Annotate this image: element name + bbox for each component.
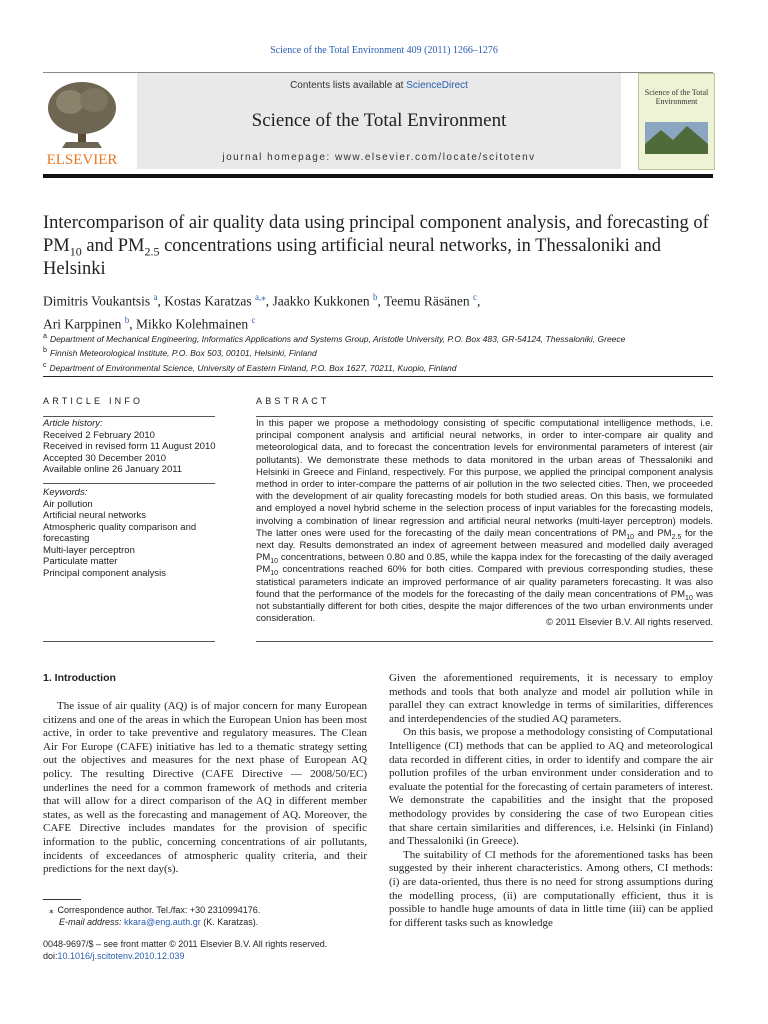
journal-citation[interactable]: Science of the Total Environment 409 (2011) 1266–1276: [270, 45, 498, 56]
doi-prefix: doi:: [43, 951, 58, 961]
affiliation-item: $^c$ Department of Environmental Science, University of Eastern Finland, P.O. Box 1627, 70211, Kuopio, Finland: [43, 360, 457, 373]
keyword-item: Multi-layer perceptron: [43, 544, 135, 556]
article-info-heading: ARTICLE INFO: [43, 396, 144, 406]
body-right-column: [389, 672, 713, 930]
body-left-column: [43, 700, 367, 877]
info-rule: [43, 641, 215, 642]
author-affil[interactable]: a: [153, 292, 158, 302]
history-item: Available online 26 January 2011: [43, 464, 183, 475]
journal-cover-thumbnail[interactable]: [638, 73, 715, 170]
affiliation-item: $^a$ Department of Mechanical Engineering, Informatics Applications and Systems Group, Aristotle University, P.O. Box 483, GR-54124, Thessaloniki, Greece: [43, 332, 626, 344]
author[interactable]: Teemu Räsänen: [384, 293, 470, 309]
title-sub-2: 2.5: [144, 244, 160, 259]
contents-line: [137, 80, 621, 91]
journal-homepage[interactable]: journal homepage: www.elsevier.com/locate/scitotenv: [222, 152, 536, 163]
elsevier-tree-icon: [42, 78, 122, 168]
history-heading: Article history:: [43, 418, 103, 429]
author-affil[interactable]: a,⁎: [255, 292, 266, 302]
issn-doi-block: [43, 938, 367, 962]
info-rule: [43, 483, 215, 484]
email-link[interactable]: kkara@eng.auth.gr: [124, 916, 201, 927]
elsevier-logo: [42, 78, 122, 168]
abstract-rule: [256, 641, 713, 642]
author[interactable]: Ari Karppinen: [43, 316, 122, 331]
author-affil[interactable]: c: [473, 292, 478, 302]
title-text-2: and PM: [81, 236, 145, 256]
article-history: [43, 418, 218, 476]
affiliation-item: $^b$ Finnish Meteorological Institute, P.O. Box 503, 00101, Helsinki, Finland: [43, 346, 317, 359]
author[interactable]: Dimitris Voukantsis: [43, 293, 151, 309]
keywords-heading: Keywords:: [43, 487, 88, 498]
title-text-1: Intercomparison of air quality data using principal component analysis, and forecasting of PM: [43, 213, 709, 256]
author-affil[interactable]: b: [124, 314, 130, 325]
paragraph: Given the aforementioned requirements, it is necessary to employ methods and tools that both analyze and model air pollution while in parallel they can extract knowledge in terms of similarities, differences and interdependencies of the studied AQ parameters.: [389, 672, 713, 725]
author-list: Dimitris Voukantsis $^a$, Kostas Karatzas $^{a,⁎}$, Jaakko Kukkonen $^b$, Teemu Räsänen $^c$, Ari Karppinen $^b$, Mikko Kolehmainen $^c$: [43, 292, 481, 331]
keywords: [43, 487, 215, 579]
keyword-item: Artificial neural networks: [43, 510, 146, 521]
section-heading-introduction: 1. Introduction: [43, 672, 116, 684]
history-item: Received 2 February 2010: [43, 429, 155, 441]
author[interactable]: Mikko Kolehmainen: [135, 316, 249, 331]
cover-title: Science of the Total Environment: [644, 88, 709, 106]
title-text-3: concentrations using artificial neural networks, in Thessaloniki and Helsinki: [43, 236, 662, 279]
abstract-copyright: © 2011 Elsevier B.V. All rights reserved.: [546, 617, 713, 628]
info-rule: [43, 416, 215, 417]
paragraph: On this basis, we propose a methodology consisting of Computational Intelligence (CI) methods that can be applied to AQ and meteorological data recorded in different cities, in order to identify and compare the air pollution profiles of the urban environment under consideration and to evaluate the potential for the forecasting of certain parameters of interest. We demonstrate the capabilities and the insight that the proposed methodology provides by considering the case of two European cities that share certain similarities and differences, i.e. Helsinki (in Finland) and Thessaloniki (in Greece).: [389, 726, 713, 848]
history-item: Accepted 30 December 2010: [43, 452, 167, 464]
keyword-item: Air pollution: [43, 498, 93, 510]
author[interactable]: Jaakko Kukkonen: [272, 293, 370, 309]
abstract-rule: [256, 416, 713, 417]
sciencedirect-link[interactable]: ScienceDirect: [406, 80, 468, 91]
email-label: E-mail address:: [59, 916, 122, 927]
author-affil[interactable]: b: [372, 292, 378, 302]
history-item: Received in revised form 11 August 2010: [43, 441, 216, 452]
affiliations: [43, 331, 713, 374]
article-title: [43, 212, 723, 281]
header-bottom-rule: [43, 174, 713, 178]
journal-title: Science of the Total Environment: [251, 110, 507, 131]
section-rule: [43, 376, 713, 377]
footnote-mark: ⁎: [49, 905, 54, 915]
author[interactable]: Kostas Karatzas: [164, 293, 252, 309]
paragraph: The issue of air quality (AQ) is of major concern for many European citizens and one of the areas in which the European Union has been most active, in order to take preventive and regulatory measures. The Clean Air For Europe (CAFE) initiative has led to a thematic strategy setting out the objectives and measures for the next phase of European AQ policy. The resulting Directive (CAFE Directive — 2008/50/EC) underlines the need for a common framework of methods and criteria that will allow for a direct comparison of the AQ in different member states, as well as the forecasting and management of AQ. Moreover, the CAFE Directive includes mandates for the provision of specific information to the public, concerning concentrations of air pollutants, incidents of exceedances of atmospheric quality criteria, and their predictions for the next day(s).: [43, 700, 367, 876]
doi-link[interactable]: 10.1016/j.scitotenv.2010.12.039: [57, 951, 185, 961]
abstract-heading: ABSTRACT: [256, 396, 330, 406]
cover-landscape-icon: [639, 74, 714, 169]
correspondence-text: Correspondence author. Tel./fax: +30 2310994176.: [57, 905, 261, 915]
title-sub-1: 10: [69, 244, 82, 259]
correspondence-footnote: [43, 905, 367, 928]
paragraph: The suitability of CI methods for the aforementioned tasks has been suggested by their inherent characteristics. Among others, CI methods: (i) are data-oriented, thus there is no need for strong assumptions during the modelling process, (ii) are computationally efficient, thus it is possible to handle huge amounts of data in little time (iii) can be applied for different tasks such as knowledge: [389, 848, 713, 929]
keyword-item: Principal component analysis: [43, 567, 167, 579]
issn-line: 0048-9697/$ – see front matter © 2011 Elsevier B.V. All rights reserved.: [43, 939, 328, 949]
email-suffix: (K. Karatzas).: [200, 916, 259, 927]
elsevier-wordmark: ELSEVIER: [46, 152, 118, 168]
keyword-item: Atmospheric quality comparison and forecasting: [43, 521, 197, 544]
contents-prefix: Contents lists available at: [290, 80, 407, 91]
footnote-rule: [43, 899, 81, 900]
abstract-text: In this paper we propose a methodology consisting of specific computational intelligence methods, i.e. principal component analysis and artificial neural networks, in order to inter-compare air quality and meteorological data, and to forecast the concentration levels for environmental parameters of interest (air pollutants). We demonstrate these methods to data monitored in the urban areas of Thessaloniki and Helsinki in Greece and Finland, respectively. For this purpose, we applied the principal component analysis method in order to inter-compare the patterns of air pollution in the two selected cities. Then, we proceeded with the development of air quality forecasting models for both studied areas. On this basis, we formulated and employed a novel hybrid scheme in the selection process of input variables for the forecasting models, involving a combination of linear regression and artificial neural networks (multi-layer perceptron) models. The latter ones were used for the forecasting of the daily mean concentrations of $PM_{10}$ and $PM_{2.5}$ for the next day. Results demonstrated an index of agreement between measured and modelled daily averaged $PM_{10}$ concentrations, between 0.80 and 0.85, while the kappa index for the forecasting of the daily averaged $PM_{10}$ concentrations reached 60% for both cities. Compared with previous corresponding studies, these statistical parameters indicate an improved performance of air quality parameters forecasting. It was also found that the performance of the models for the forecasting of the daily mean concentrations of $PM_{10}$ was not substantially different for both cities, despite the major differences of the two urban environments under consideration.: [256, 418, 714, 625]
keyword-item: Particulate matter: [43, 556, 118, 567]
author-affil[interactable]: c: [251, 314, 256, 325]
